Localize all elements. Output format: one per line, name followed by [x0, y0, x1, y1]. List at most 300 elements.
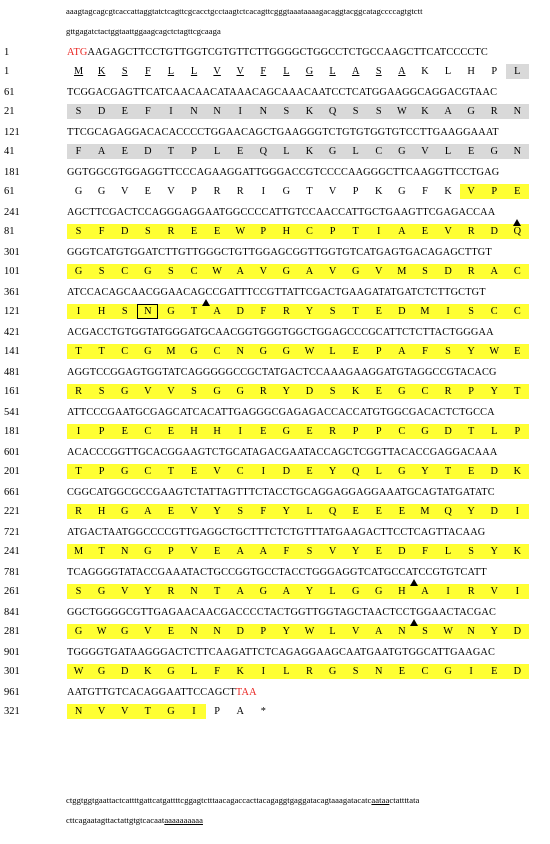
nucleotide-line [67, 127, 499, 138]
nucleotide-line [67, 687, 257, 698]
amino-acid: K [344, 384, 367, 399]
amino-acid: A [229, 584, 252, 599]
aa-position-number: 161 [4, 386, 20, 397]
nt-position-number: 541 [4, 407, 20, 418]
amino-acid: C [136, 424, 159, 439]
amino-acid: P [90, 424, 113, 439]
amino-acid: Y [136, 584, 159, 599]
amino-acid: A [229, 544, 252, 559]
nucleotide-text: ATGACTAATGGCCCCGTTGAGGCTGCTTTCTCTGTTTATGAAGACTTCCTCAGTTACAAG [67, 527, 486, 538]
amino-acid-line [67, 544, 529, 559]
amino-acid: L [483, 424, 506, 439]
amino-acid: V [321, 264, 344, 279]
amino-acid: Y [483, 624, 506, 639]
amino-acid: A [275, 584, 298, 599]
amino-acid: G [367, 584, 390, 599]
amino-acid: D [483, 224, 506, 239]
amino-acid: G [437, 664, 460, 679]
amino-acid: Y [483, 384, 506, 399]
amino-acid: K [421, 66, 429, 77]
amino-acid-line [67, 64, 529, 79]
amino-acid: P [352, 186, 359, 197]
amino-acid: H [182, 424, 205, 439]
amino-acid: V [206, 464, 229, 479]
amino-acid [298, 704, 321, 719]
site-marker-triangle [410, 619, 418, 626]
amino-acid: N [182, 624, 205, 639]
amino-acid: A [483, 264, 506, 279]
amino-acid: F [90, 224, 113, 239]
amino-acid: G [483, 144, 506, 159]
amino-acid [275, 704, 298, 719]
amino-acid: H [206, 424, 229, 439]
amino-acid-line [67, 184, 529, 199]
amino-acid: A [298, 264, 321, 279]
amino-acid: T [67, 344, 90, 359]
amino-acid: F [136, 104, 159, 119]
aa-position-number: 81 [4, 226, 15, 237]
amino-acid: H [390, 584, 413, 599]
amino-acid: G [344, 264, 367, 279]
utr3-text-c: cttcagaatagttactattgtgtcacaat [66, 815, 165, 825]
amino-acid: P [252, 624, 275, 639]
amino-acid: G [136, 544, 159, 559]
amino-acid: S [90, 384, 113, 399]
amino-acid: L [506, 64, 529, 79]
amino-acid: K [298, 144, 321, 159]
amino-acid: L [437, 544, 460, 559]
amino-acid: V [328, 186, 337, 197]
amino-acid: T [460, 424, 483, 439]
amino-acid: M [390, 264, 413, 279]
amino-acid: W [298, 624, 321, 639]
amino-acid: I [229, 424, 252, 439]
amino-acid: A [413, 584, 436, 599]
nucleotide-line [67, 327, 494, 338]
amino-acid: C [413, 384, 436, 399]
nucleotide-text: GGTGGCGTGGAGGTTCCCAGAAGGATTGGGACCGTCCCCAAGGGCTTCAAGGTTCCTGAG [67, 167, 500, 178]
utr3-line-2 [66, 815, 203, 825]
amino-acid: R [213, 186, 221, 197]
amino-acid: L [321, 344, 344, 359]
amino-acid: R [236, 186, 244, 197]
amino-acid: V [367, 264, 390, 279]
amino-acid: R [67, 504, 90, 519]
amino-acid: N [252, 104, 275, 119]
amino-acid: D [437, 424, 460, 439]
amino-acid: M [67, 544, 90, 559]
amino-acid: D [437, 264, 460, 279]
amino-acid: I [437, 304, 460, 319]
amino-acid: L [437, 144, 460, 159]
amino-acid: K [413, 104, 436, 119]
amino-acid: P [191, 186, 197, 197]
amino-acid: S [367, 104, 390, 119]
aa-position-number: 21 [4, 106, 15, 117]
amino-acid: V [460, 184, 483, 199]
nucleotide-text: ATCCACAGCAACGGAACAGCCGATTTCCGTTATTCGACTGAAGATATGATCTCTTGCTGT [67, 287, 486, 298]
amino-acid: T [206, 584, 229, 599]
amino-acid: E [390, 664, 413, 679]
amino-acid: V [136, 624, 159, 639]
amino-acid: A [351, 66, 360, 77]
amino-acid: I [252, 464, 275, 479]
amino-acid: D [229, 304, 252, 319]
amino-acid: W [90, 624, 113, 639]
amino-acid: N [460, 624, 483, 639]
aa-position-number: 141 [4, 346, 20, 357]
amino-acid: H [90, 504, 113, 519]
polyadenylation-signal: aataa [371, 795, 390, 805]
amino-acid: F [144, 66, 151, 77]
amino-acid: T [344, 224, 367, 239]
amino-acid: T [67, 464, 90, 479]
amino-acid: L [344, 144, 367, 159]
amino-acid: K [506, 464, 529, 479]
aa-position-number: 241 [4, 546, 20, 557]
amino-acid: V [121, 186, 129, 197]
aa-position-number: 1 [4, 66, 10, 77]
amino-acid: D [113, 224, 136, 239]
amino-acid: C [206, 344, 229, 359]
amino-acid: D [483, 504, 506, 519]
amino-acid: S [67, 104, 90, 119]
amino-acid: R [437, 384, 460, 399]
amino-acid: E [367, 384, 390, 399]
amino-acid: R [460, 584, 483, 599]
amino-acid: T [90, 344, 113, 359]
amino-acid: S [298, 544, 321, 559]
stop-codon: TAA [235, 687, 257, 698]
nucleotide-text: TTCGCAGAGGACACACCCCTGGAACAGCTGAAGGGTCTGTGTGGTGTCCTTGAAGGAAAT [67, 127, 499, 138]
nucleotide-line [67, 647, 495, 658]
amino-acid: D [113, 664, 136, 679]
nucleotide-text: TCGGACGAGTTCATCAACAACATAAACAGCAAACAATCCTCATGGAAGGCAGGACGTAAC [67, 87, 498, 98]
amino-acid: D [298, 384, 321, 399]
amino-acid: C [136, 464, 159, 479]
amino-acid: T [506, 384, 529, 399]
amino-acid: W [483, 344, 506, 359]
amino-acid: N [206, 104, 229, 119]
utr3-text-a: ctggtggtgaattactcattttgattcatgattttcggagtctttaacagaccacttacagaggtgaggatacagtaaagatacatc [66, 795, 372, 805]
nucleotide-text: GGGTCATGTGGATCTTGTTGGGCTGTTGGAGCGGTTGGTGTCATGAGTGACAGAGCTTGT [67, 247, 492, 258]
amino-acid: N [506, 144, 529, 159]
amino-acid: G [321, 144, 344, 159]
amino-acid: S [90, 264, 113, 279]
nucleotide-text: ACGACCTGTGGTATGGGATGCAACGGTGGGTGGCTGGAGCCCGCATTCTCTTACTGGGAA [67, 327, 494, 338]
nucleotide-text: TCAGGGGTATACCGAAATACTGCCGGTGCCTACCTGGGAGGTCATGCCATCCGTGTCATT [67, 567, 487, 578]
amino-acid: R [298, 664, 321, 679]
amino-acid: G [90, 664, 113, 679]
amino-acid: A [229, 264, 252, 279]
amino-acid [483, 704, 506, 719]
amino-acid: N [206, 624, 229, 639]
amino-acid: R [275, 304, 298, 319]
amino-acid: V [252, 264, 275, 279]
amino-acid: G [275, 264, 298, 279]
amino-acid: K [506, 544, 529, 559]
amino-acid: P [214, 706, 220, 717]
nucleotide-line [67, 207, 495, 218]
amino-acid: P [159, 544, 182, 559]
amino-acid: D [90, 104, 113, 119]
amino-acid-line [67, 224, 529, 239]
amino-acid: S [229, 504, 252, 519]
amino-acid [390, 704, 413, 719]
nucleotide-text: CGGCATGGCGCCGAAGTCTATTAGTTTCTACCTGCAGGAGGAGGAAATGCAGTATGATATC [67, 487, 495, 498]
aa-position-number: 181 [4, 426, 20, 437]
nucleotide-text: AGGTCCGGAGTGGTATCAGGGGGCCGCTATGACTCCAAAGAAGGATGTAGGCCGTACACG [67, 367, 497, 378]
amino-acid: C [113, 344, 136, 359]
amino-acid: E [159, 624, 182, 639]
aa-position-number: 41 [4, 146, 15, 157]
amino-acid: V [321, 544, 344, 559]
amino-acid: G [305, 66, 314, 77]
nt-position-number: 721 [4, 527, 20, 538]
amino-acid: N [113, 544, 136, 559]
amino-acid: E [229, 144, 252, 159]
amino-acid: E [367, 504, 390, 519]
amino-acid: V [236, 66, 244, 77]
amino-acid: K [444, 186, 452, 197]
amino-acid: S [275, 104, 298, 119]
amino-acid: N [390, 624, 413, 639]
amino-acid: A [236, 706, 244, 717]
amino-acid: C [367, 144, 390, 159]
amino-acid: S [344, 104, 367, 119]
poly-a-tail: aaaaaaaaaa [164, 815, 203, 825]
amino-acid: L [329, 66, 336, 77]
amino-acid: N [67, 704, 90, 719]
amino-acid: E [344, 504, 367, 519]
amino-acid: E [390, 504, 413, 519]
amino-acid: S [159, 264, 182, 279]
nucleotide-line [67, 247, 492, 258]
amino-acid: E [367, 544, 390, 559]
amino-acid: W [437, 624, 460, 639]
nucleotide-line [67, 447, 497, 458]
amino-acid: E [113, 424, 136, 439]
amino-acid [344, 704, 367, 719]
amino-acid: G [398, 186, 406, 197]
amino-acid: N [367, 664, 390, 679]
amino-acid: S [136, 224, 159, 239]
amino-acid [413, 704, 436, 719]
amino-acid: R [67, 384, 90, 399]
amino-acid: S [121, 66, 128, 77]
amino-acid: G [113, 384, 136, 399]
nucleotide-line [67, 87, 497, 98]
amino-acid: * [260, 706, 266, 717]
amino-acid: G [229, 384, 252, 399]
amino-acid: V [344, 624, 367, 639]
amino-acid: S [460, 544, 483, 559]
amino-acid: G [113, 504, 136, 519]
amino-acid [460, 704, 483, 719]
amino-acid-line [67, 104, 529, 119]
amino-acid [367, 704, 390, 719]
nt-position-number: 61 [4, 87, 15, 98]
amino-acid: T [90, 544, 113, 559]
amino-acid: L [321, 624, 344, 639]
amino-acid: E [413, 224, 436, 239]
amino-acid: I [261, 186, 266, 197]
nucleotide-text: ACACCCGGTTGCACGGAAGTCTGCATAGACGAATACCAGCTCGGTTACACCGAGGACAAA [67, 447, 498, 458]
amino-acid: V [90, 704, 113, 719]
amino-acid: Y [483, 544, 506, 559]
amino-acid: N [182, 104, 205, 119]
amino-acid: G [282, 186, 291, 197]
amino-acid: V [213, 66, 221, 77]
amino-acid: Q [437, 504, 460, 519]
amino-acid: A [398, 66, 406, 77]
glycosylation-site-residue: N [136, 304, 159, 319]
amino-acid-line [67, 584, 529, 599]
amino-acid: C [182, 264, 205, 279]
amino-acid: K [136, 664, 159, 679]
amino-acid: R [159, 584, 182, 599]
amino-acid: G [159, 704, 182, 719]
aa-position-number: 221 [4, 506, 20, 517]
amino-acid: A [252, 544, 275, 559]
amino-acid: K [97, 66, 106, 77]
amino-acid: L [298, 504, 321, 519]
amino-acid: G [97, 186, 106, 197]
amino-acid: G [321, 664, 344, 679]
amino-acid: G [390, 144, 413, 159]
amino-acid: I [67, 424, 90, 439]
nucleotide-text: GGCTGGGGCGTTGAGAACAACGACCCCTACTGGTTGGTAGCTAACTCCTGGAACTACGAC [67, 607, 497, 618]
amino-acid: K [229, 664, 252, 679]
aa-position-number: 261 [4, 586, 20, 597]
amino-acid: V [483, 584, 506, 599]
amino-acid: P [321, 224, 344, 239]
amino-acid: A [367, 624, 390, 639]
amino-acid: T [437, 464, 460, 479]
amino-acid: K [298, 104, 321, 119]
nucleotide-line [67, 527, 485, 538]
amino-acid: C [413, 664, 436, 679]
amino-acid: T [306, 186, 313, 197]
amino-acid: P [491, 66, 498, 77]
amino-acid: Q [321, 504, 344, 519]
aa-position-number: 301 [4, 666, 20, 677]
amino-acid: I [506, 504, 529, 519]
amino-acid: T [136, 704, 159, 719]
amino-acid-line [67, 304, 529, 319]
amino-acid: H [275, 224, 298, 239]
amino-acid: G [90, 584, 113, 599]
amino-acid: A [206, 304, 229, 319]
amino-acid: F [260, 66, 267, 77]
amino-acid: G [252, 344, 275, 359]
amino-acid-line [67, 264, 529, 279]
amino-acid: F [67, 144, 90, 159]
nt-position-number: 661 [4, 487, 20, 498]
amino-acid: G [74, 186, 83, 197]
amino-acid: E [206, 224, 229, 239]
nt-position-number: 181 [4, 167, 20, 178]
amino-acid: Y [275, 624, 298, 639]
amino-acid: F [206, 664, 229, 679]
amino-acid: P [252, 224, 275, 239]
amino-acid: D [506, 664, 529, 679]
amino-acid: L [321, 584, 344, 599]
amino-acid: L [182, 664, 205, 679]
amino-acid: V [437, 224, 460, 239]
amino-acid: R [483, 104, 506, 119]
amino-acid: L [167, 66, 175, 77]
amino-acid: M [413, 304, 436, 319]
amino-acid: G [159, 304, 182, 319]
amino-acid: S [460, 304, 483, 319]
amino-acid: R [460, 264, 483, 279]
amino-acid: Y [275, 504, 298, 519]
nucleotide-text: AAGAGCTTCCTGTTGGTCGTGTTCTTGGGGCTGGCCTCTGCCAAGCTTCATCCCCTC [87, 47, 488, 58]
amino-acid: E [113, 144, 136, 159]
nt-position-number: 481 [4, 367, 20, 378]
amino-acid: F [413, 544, 436, 559]
amino-acid: M [73, 66, 84, 77]
amino-acid: E [506, 184, 529, 199]
amino-acid: V [136, 384, 159, 399]
amino-acid: I [367, 224, 390, 239]
amino-acid: G [252, 584, 275, 599]
amino-acid: N [229, 344, 252, 359]
amino-acid-line [67, 344, 529, 359]
amino-acid: E [298, 464, 321, 479]
amino-acid: E [367, 304, 390, 319]
amino-acid: C [298, 224, 321, 239]
utr3-text-b: ctattttata [389, 795, 420, 805]
amino-acid: C [506, 264, 529, 279]
amino-acid: I [229, 104, 252, 119]
amino-acid: C [390, 424, 413, 439]
amino-acid: V [159, 384, 182, 399]
amino-acid: V [182, 544, 205, 559]
amino-acid: M [413, 504, 436, 519]
utr5-line-1: aaagtagcagcgtcaccattaggtatctcagttcgcacctgcctaagtctcacagttcgggtaaataaaagacaggtacggcatagccccagtgtctt [66, 6, 423, 16]
amino-acid: F [413, 344, 436, 359]
aa-position-number: 121 [4, 306, 20, 317]
amino-acid: E [206, 544, 229, 559]
amino-acid: G [344, 584, 367, 599]
nucleotide-line [67, 407, 495, 418]
amino-acid: D [229, 624, 252, 639]
amino-acid: L [367, 464, 390, 479]
amino-acid: S [413, 264, 436, 279]
nt-position-number: 961 [4, 687, 20, 698]
amino-acid: L [283, 66, 290, 77]
amino-acid: A [390, 224, 413, 239]
amino-acid: C [229, 464, 252, 479]
amino-acid: D [275, 464, 298, 479]
amino-acid: E [460, 464, 483, 479]
amino-acid: I [159, 104, 182, 119]
amino-acid: R [460, 224, 483, 239]
amino-acid: E [182, 224, 205, 239]
amino-acid: S [321, 384, 344, 399]
amino-acid: P [344, 424, 367, 439]
amino-acid: Y [460, 504, 483, 519]
amino-acid: T [159, 144, 182, 159]
amino-acid: D [390, 304, 413, 319]
amino-acid: I [437, 584, 460, 599]
nt-position-number: 361 [4, 287, 20, 298]
amino-acid: D [483, 464, 506, 479]
amino-acid-line [67, 144, 529, 159]
nucleotide-text: ATTCCCGAATGCGAGCATCACATTGAGGGCGAGAGACCACCATGTGGCGACACTCTGCCA [67, 407, 495, 418]
